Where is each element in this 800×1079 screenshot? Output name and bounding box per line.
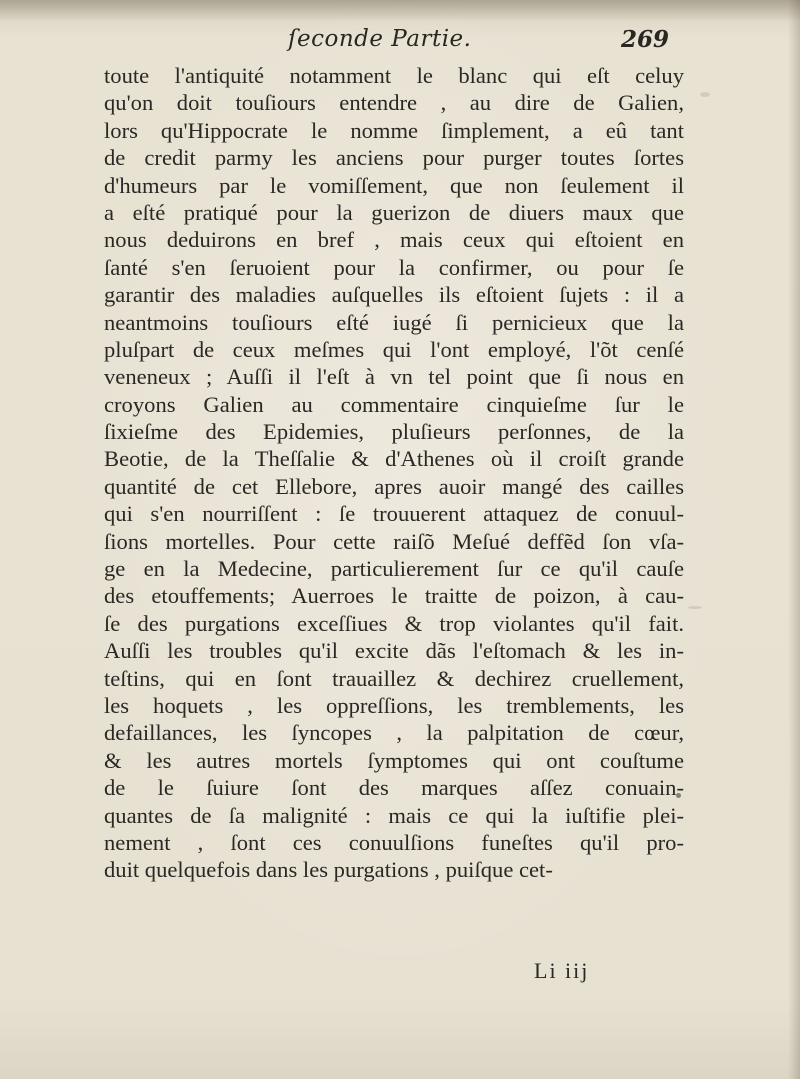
text-line: ſe des purgations exceſſiues & trop violantes qu'il fait. — [104, 610, 684, 636]
signature-mark: Li iij — [534, 958, 590, 983]
text-line: qui s'en nourriſſent : ſe trouuerent attaquez de conuul- — [104, 501, 684, 527]
text-line: de credit parmy les anciens pour purger toutes ſortes — [104, 145, 684, 171]
text-line: pluſpart de ceux meſmes qui l'ont employé, l'õt cenſé — [104, 336, 684, 362]
text-line: neantmoins touſiours eſté iugé ſi pernicieux que la — [104, 309, 684, 335]
text-line: ſanté s'en ſeruoient pour la confirmer, ou pour ſe — [104, 254, 684, 280]
text-line: duit quelquefois dans les purgations , puiſque cet- — [104, 857, 553, 883]
text-line: lors qu'Hippocrate le nomme ſimplement, a eû tant — [104, 117, 684, 143]
text-line: garantir des maladies auſquelles ils eſtoient ſujets : il a — [104, 282, 684, 308]
text-line: d'humeurs par le vomiſſement, que non ſeulement il — [104, 172, 684, 198]
page-top-shadow — [0, 0, 800, 22]
paper-stain — [700, 92, 710, 97]
text-line: Auſſi les troubles qu'il excite dãs l'eſtomach & les in- — [104, 638, 684, 664]
text-line: nement , ſont ces conuulſions funeſtes qu'il pro- — [104, 829, 684, 855]
body-text — [104, 62, 684, 884]
text-line: teſtins, qui en ſont trauaillez & dechirez cruellement, — [104, 665, 684, 691]
text-line: qu'on doit touſiours entendre , au dire de Galien, — [104, 90, 684, 116]
text-line: nous deduirons en bref , mais ceux qui eſtoient en — [104, 227, 684, 253]
text-line: defaillances, les ſyncopes , la palpitation de cœur, — [104, 720, 684, 746]
text-line: veneneux ; Auſſi il l'eſt à vn tel point que ſi nous en — [104, 364, 684, 390]
text-line: les hoquets , les oppreſſions, les tremblements, les — [104, 692, 684, 718]
text-line: ſixieſme des Epidemies, pluſieurs perſonnes, de la — [104, 419, 684, 445]
text-line: croyons Galien au commentaire cinquieſme ſur le — [104, 391, 684, 417]
text-line: de le ſuiure ſont des marques aſſez conuain- — [104, 775, 684, 801]
text-line: quantité de cet Ellebore, apres auoir mangé des cailles — [104, 473, 684, 499]
text-line: quantes de ſa malignité : mais ce qui la iuſtifie plei- — [104, 802, 684, 828]
text-line: ſions mortelles. Pour cette raiſõ Meſué deffẽd ſon vſa- — [104, 528, 684, 554]
text-line: toute l'antiquité notamment le blanc qui eſt celuy — [104, 63, 684, 88]
page-right-shadow — [788, 0, 800, 1079]
page-number: 269 — [621, 26, 670, 53]
text-line: des etouffements; Auerroes le traitte de poizon, à cau- — [104, 583, 684, 609]
running-head: ſeconde Partie. — [288, 26, 472, 52]
text-line: & les autres mortels ſymptomes qui ont couſtume — [104, 747, 684, 773]
text-line: a eſté pratiqué pour la guerizon de diuers maux que — [104, 199, 684, 225]
paper-stain — [688, 606, 702, 609]
text-line: Beotie, de la Theſſalie & d'Athenes où il croiſt grande — [104, 446, 684, 472]
text-line: ge en la Medecine, particulierement ſur ce qu'il cauſe — [104, 556, 684, 582]
